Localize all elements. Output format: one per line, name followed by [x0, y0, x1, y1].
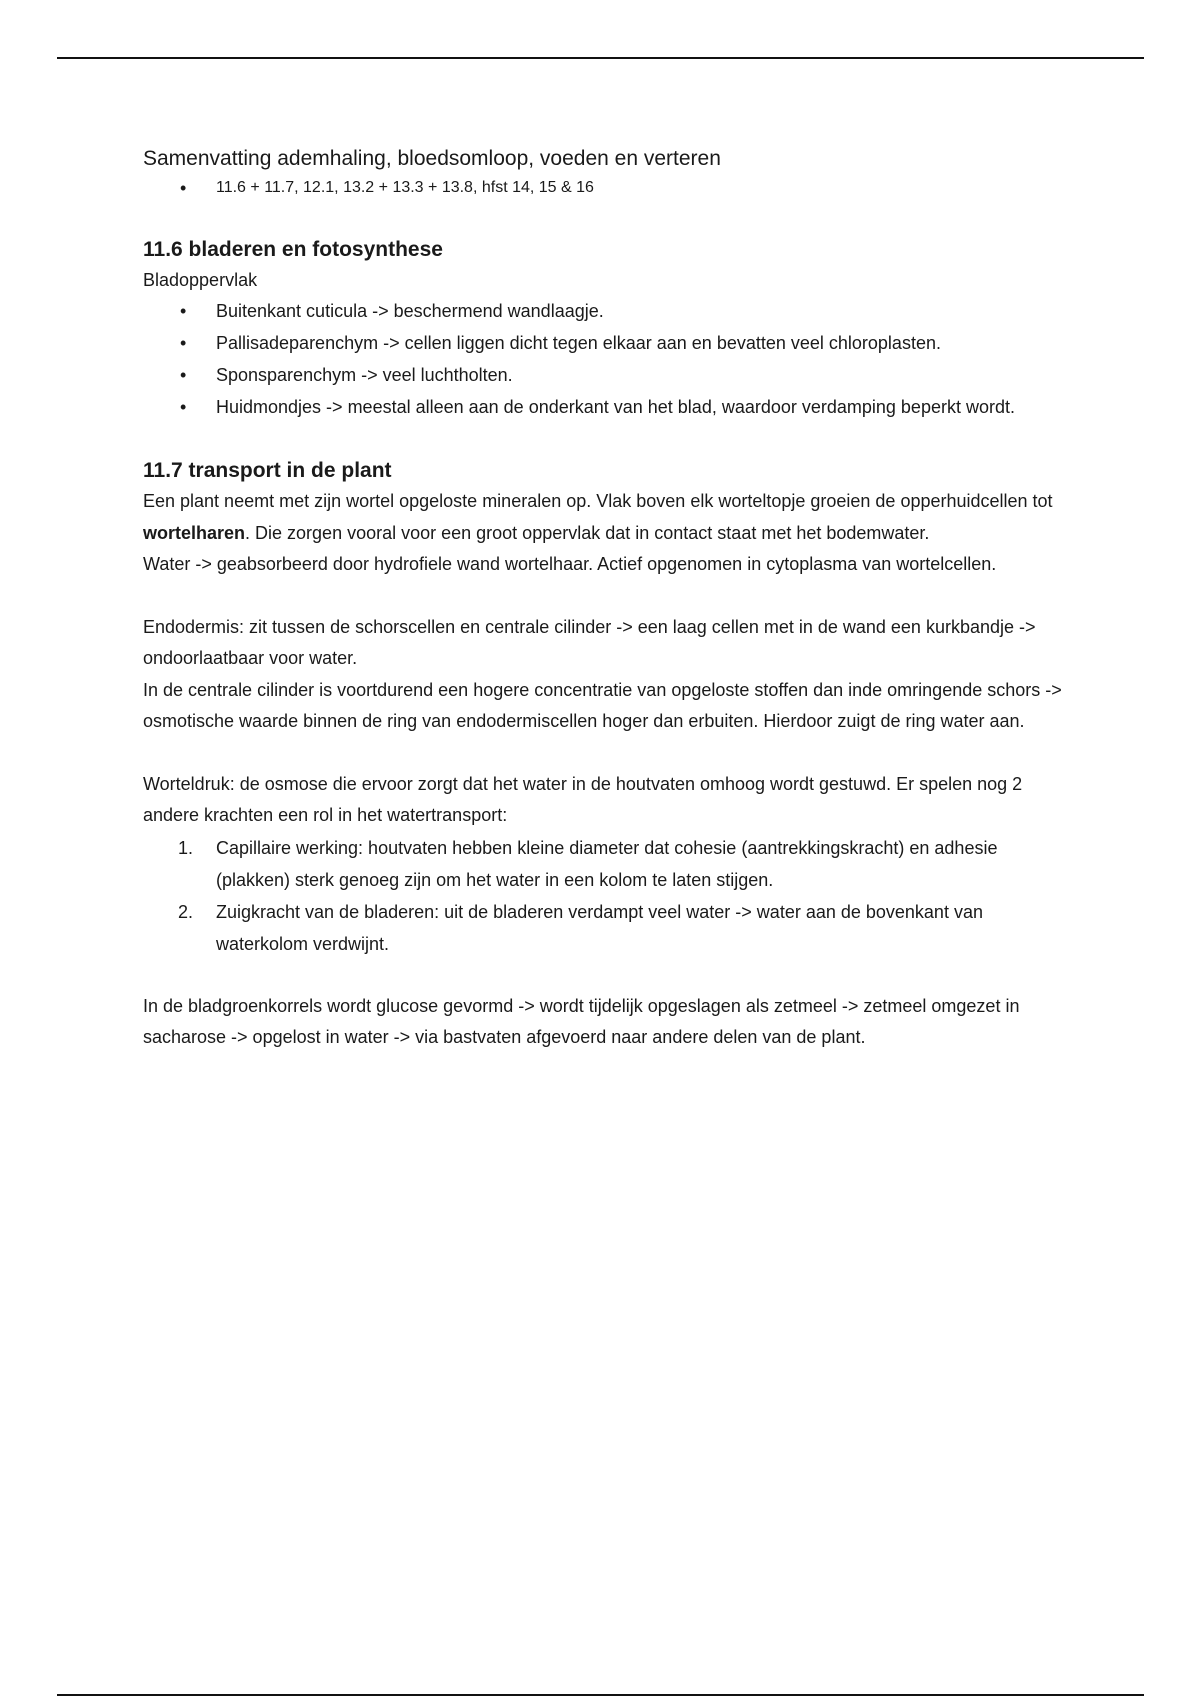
list-item-text: Zuigkracht van de bladeren: uit de bladeren verdampt veel water -> water aan de bovenkant van waterkolom verdwijnt. — [216, 901, 983, 954]
document-title: Samenvatting ademhaling, bloedsomloop, voeden en verteren — [143, 147, 721, 170]
list-number: 1. — [178, 837, 194, 858]
leaf-structure-list — [143, 295, 1073, 423]
list-item: • Huidmondjes -> meestal alleen aan de onderkant van het blad, waardoor verdamping beperkt wordt. — [143, 391, 1073, 423]
subheading-bladoppervlak: Bladoppervlak — [143, 270, 258, 290]
list-item: • 11.6 + 11.7, 12.1, 13.2 + 13.3 + 13.8, hfst 14, 15 & 16 — [143, 174, 1073, 202]
paragraph-text: . Die zorgen vooral voor een groot oppervlak dat in contact staat met het bodemwater. — [245, 522, 930, 543]
paragraph-text: Een plant neemt met zijn wortel opgeloste mineralen op. Vlak boven elk worteltopje groeien de opperhuidcellen tot — [143, 491, 1053, 511]
list-number: 2. — [178, 901, 194, 922]
paragraph-endodermis: Endodermis: zit tussen de schorscellen en centrale cilinder -> een laag cellen met in de wand een kurkbandje -> ondoorlaatbaar voor water. — [143, 616, 1036, 668]
bold-term-wortelharen: wortelharen — [143, 522, 246, 543]
section-heading-11-7: 11.7 transport in de plant — [143, 459, 392, 482]
paragraph-water-absorption: Water -> geabsorbeerd door hydrofiele wand wortelhaar. Actief opgenomen in cytoplasma van wortelcellen. — [143, 554, 997, 574]
list-item-text: Capillaire werking: houtvaten hebben kleine diameter dat cohesie (aantrekkingskracht) en adhesie (plakken) sterk genoeg zijn om het water in een kolom te laten stijgen. — [216, 837, 998, 890]
header-rule — [57, 57, 1144, 59]
list-item — [143, 832, 1073, 896]
paragraph-glucose-transport: In de bladgroenkorrels wordt glucose gevormd -> wordt tijdelijk opgeslagen als zetmeel -> zetmeel omgezet in sacharose -> opgelost in water -> via bastvaten afgevoerd naar andere delen van de plant. — [143, 995, 1020, 1047]
list-item: • Pallisadeparenchym -> cellen liggen dicht tegen elkaar aan en bevatten veel chloroplasten. — [143, 327, 1073, 359]
list-item: • Sponsparenchym -> veel luchtholten. — [143, 359, 1073, 391]
list-item — [143, 896, 1073, 960]
paragraph-central-cylinder: In de centrale cilinder is voortdurend een hogere concentratie van opgeloste stoffen dan inde omringende schors -> osmotische waarde binnen de ring van endodermiscellen hoger dan erbuiten. Hierdoor zuigt de ring water aan. — [143, 679, 1062, 731]
list-item: • Buitenkant cuticula -> beschermend wandlaagje. — [143, 295, 1073, 327]
paragraph-root-hairs — [143, 486, 1073, 549]
document-body — [143, 144, 1073, 1054]
paragraph-root-pressure: Worteldruk: de osmose die ervoor zorgt dat het water in de houtvaten omhoog wordt gestuwd. Er spelen nog 2 andere krachten een rol in het watertransport: — [143, 773, 1023, 825]
forces-list — [143, 832, 1073, 960]
chapters-list — [143, 174, 1073, 202]
section-heading-11-6: 11.6 bladeren en fotosynthese — [143, 238, 443, 261]
footer-rule — [57, 1694, 1144, 1696]
